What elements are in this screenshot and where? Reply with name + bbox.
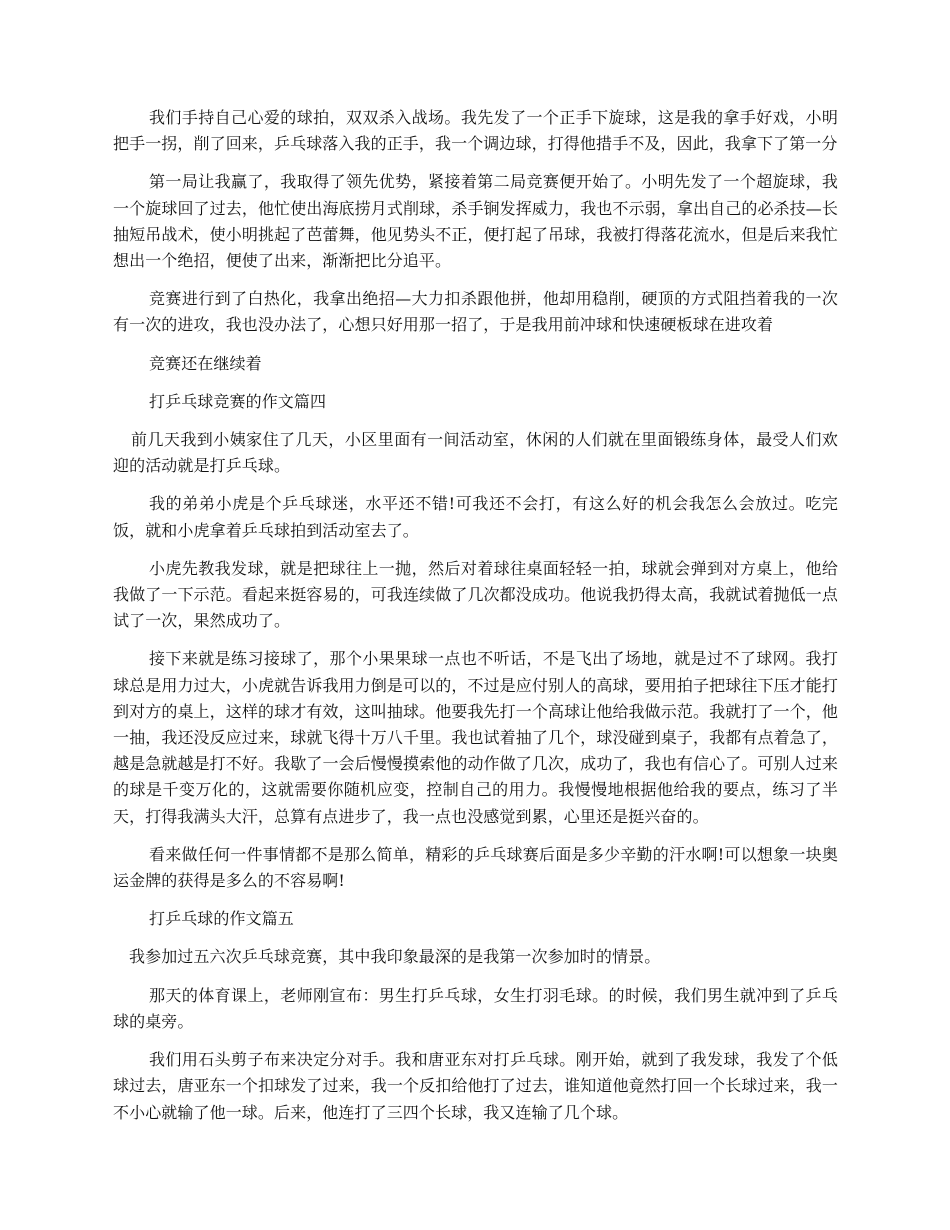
paragraph-6: 我的弟弟小虎是个乒乓球迷，水平还不错!可我还不会打，有这么好的机会我怎么会放过。吃完饭，就和小虎拿着乒乓球拍到活动室去了。 bbox=[113, 494, 838, 540]
section-heading-5: 打乒乓球的作文篇五 bbox=[149, 909, 294, 929]
paragraph-gap bbox=[113, 894, 838, 906]
paragraph-9: 看来做任何一件事情都不是那么简单，精彩的乒乓球赛后面是多少辛勤的汗水啊!可以想象一块奥运金牌的获得是多么的不容易啊! bbox=[113, 844, 838, 891]
paragraph-3: 竞赛进行到了白热化，我拿出绝招—大力扣杀跟他拼，他却用稳削，硬顶的方式阻挡着我的一次有一次的进攻，我也没办法了，心想只好用那一招了，于是我用前冲球和快速硬板球在进攻着 bbox=[113, 289, 838, 335]
paragraph-4: 竞赛还在继续着 bbox=[149, 353, 262, 373]
paragraph-gap bbox=[113, 339, 838, 351]
paragraph-gap bbox=[113, 544, 838, 556]
paragraph-8: 接下来就是练习接球了，那个小果果球一点也不听话，不是飞出了场地，就是过不了球网。我打球总是用力过大，小虎就告诉我用力倒是可以的，不过是应付别人的高球，要用拍子把球往下压才能打到对方的桌上，这样的球才有效，这叫抽球。他要我先打一个高球让他给我做示范。我就打了一个，他一抽，我还没反应过来，球就飞得十万八千里。我也试着抽了几个，球没碰到桌子，我都有点着急了，越是急就越是打不好。我歇了一会后慢慢摸索他的动作做了几次，成功了，我也有信心了。可别人过来的球是千变万化的，这就需要你随机应变，控制自己的用力。我慢慢地根据他给我的要点，练习了半天，打得我满头大汗，总算有点进步了，我一点也没感觉到累，心里还是挺兴奋的。 bbox=[113, 649, 838, 826]
paragraph-7: 小虎先教我发球，就是把球往上一抛，然后对着球往桌面轻轻一拍，球就会弹到对方桌上，他给我做了一下示范。看起来挺容易的，可我连续做了几次都没成功。他说我扔得太高，我就试着抛低一点试了一次，果然成功了。 bbox=[113, 558, 838, 631]
paragraph-gap bbox=[113, 479, 838, 491]
paragraph-gap bbox=[113, 274, 838, 286]
document-body bbox=[113, 105, 838, 1126]
paragraph-gap bbox=[113, 377, 838, 389]
paragraph-gap bbox=[113, 415, 838, 427]
paragraph-gap bbox=[113, 634, 838, 646]
paragraph-gap bbox=[113, 932, 838, 944]
paragraph-11: 那天的体育课上，老师刚宣布：男生打乒乓球，女生打羽毛球。的时候，我们男生就冲到了乒乓球的桌旁。 bbox=[113, 985, 838, 1031]
paragraph-5: 前几天我到小姨家住了几天，小区里面有一间活动室，休闲的人们就在里面锻练身体，最受人们欢迎的活动就是打乒乓球。 bbox=[113, 430, 838, 476]
paragraph-12: 我们用石头剪子布来决定分对手。我和唐亚东对打乒乓球。刚开始，就到了我发球，我发了个低球过去，唐亚东一个扣球发了过来，我一个反扣给他打了过去，谁知道他竟然打回一个长球过来，我一不小心就输了他一球。后来，他连打了三四个长球，我又连输了几个球。 bbox=[113, 1050, 838, 1122]
paragraph-2: 第一局让我赢了，我取得了领先优势，紧接着第二局竞赛便开始了。小明先发了一个超旋球，我一个旋球回了过去，他忙使出海底捞月式削球，杀手锏发挥威力，我也不示弱，拿出自己的必杀技—长抽短吊战术，使小明挑起了芭蕾舞，他见势头不正，便打起了吊球，我被打得落花流水，但是后来我忙想出一个绝招，便使了出来，渐渐把比分追平。 bbox=[113, 172, 838, 271]
paragraph-1: 我们手持自己心爱的球拍，双双杀入战场。我先发了一个正手下旋球，这是我的拿手好戏，小明把手一拐，削了回来，乒乓球落入我的正手，我一个调边球，打得他措手不及，因此，我拿下了第一分 bbox=[113, 108, 838, 154]
section-heading-4: 打乒乓球竞赛的作文篇四 bbox=[149, 391, 327, 411]
paragraph-gap bbox=[113, 830, 838, 842]
paragraph-gap bbox=[113, 1035, 838, 1047]
paragraph-gap bbox=[113, 971, 838, 983]
paragraph-10: 我参加过五六次乒乓球竞赛，其中我印象最深的是我第一次参加时的情景。 bbox=[129, 947, 661, 967]
paragraph-gap bbox=[113, 157, 838, 169]
